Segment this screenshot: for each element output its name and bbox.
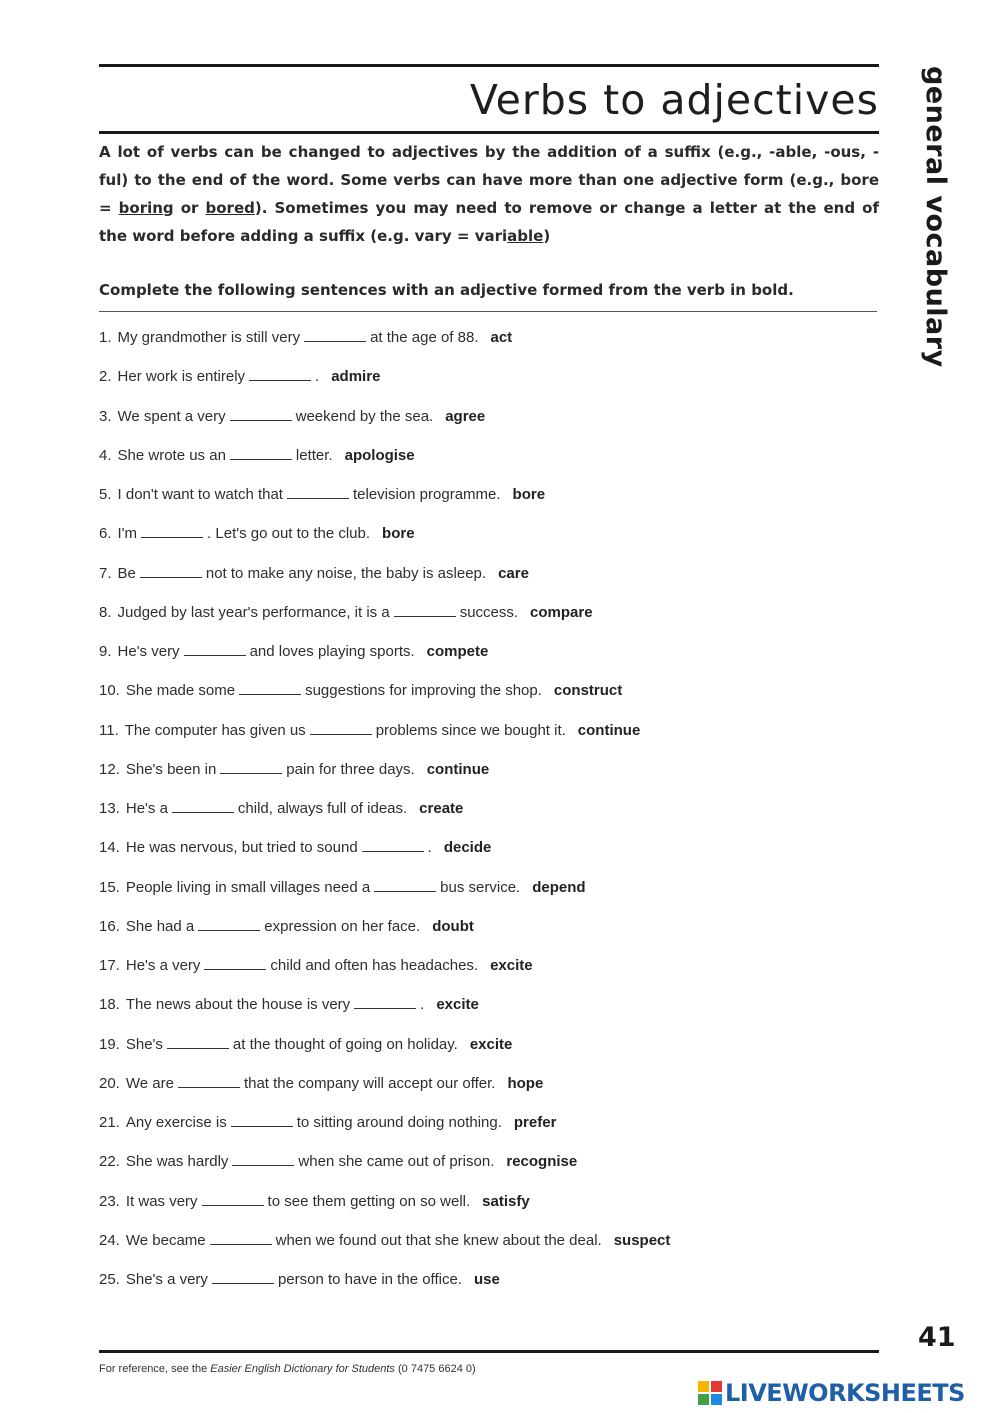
question-verb: suspect (613, 1231, 671, 1249)
question-text-after: child and often has headaches. (270, 957, 479, 974)
question-text-after: television programme. (352, 486, 501, 503)
liveworksheets-brand[interactable] (698, 1378, 965, 1408)
question-text-after: to sitting around doing nothing. (296, 1114, 502, 1131)
question-item (99, 759, 879, 798)
answer-blank[interactable] (212, 1269, 274, 1284)
title-rule (99, 131, 879, 134)
question-verb: act (490, 329, 513, 346)
question-verb: apologise (344, 446, 415, 464)
question-text-before: I don't want to watch that (117, 486, 283, 503)
answer-blank[interactable] (287, 484, 349, 499)
question-text-before: We became (125, 1231, 206, 1249)
question-text-after: . (427, 839, 432, 857)
question-item (99, 484, 879, 523)
answer-blank[interactable] (202, 1191, 264, 1206)
answer-blank[interactable] (198, 916, 260, 931)
top-rule (99, 64, 879, 67)
question-number: 7. (99, 564, 112, 582)
liveworksheets-wordmark: LIVEWORKSHEETS (725, 1379, 965, 1407)
footer-book-title: Easier English Dictionary for Students (210, 1363, 395, 1375)
question-item (99, 641, 879, 680)
question-verb: agree (445, 407, 486, 425)
question-number: 21. (99, 1114, 120, 1131)
question-number: 5. (99, 486, 112, 503)
question-item (99, 563, 879, 602)
question-text-after: success. (459, 603, 519, 621)
question-text-before: Her work is entirely (117, 368, 246, 386)
question-number: 16. (99, 917, 120, 935)
question-text-after: child, always full of ideas. (237, 800, 408, 817)
question-verb: prefer (513, 1114, 557, 1131)
question-text-before: He's a (125, 800, 168, 817)
side-label: general vocabulary (920, 66, 951, 368)
question-text-after: . (420, 996, 425, 1014)
question-number: 23. (99, 1192, 120, 1210)
answer-blank[interactable] (220, 759, 282, 774)
question-number: 6. (99, 525, 112, 543)
question-text-before: My grandmother is still very (117, 329, 301, 346)
question-text-after: suggestions for improving the shop. (305, 682, 542, 700)
question-text-before: We spent a very (117, 407, 226, 425)
page-number: 41 (918, 1322, 956, 1353)
question-text-before: We are (125, 1074, 174, 1092)
question-text-before: She was hardly (125, 1153, 229, 1171)
question-item (99, 327, 879, 366)
question-number: 2. (99, 368, 112, 386)
question-text-after: and loves playing sports. (249, 643, 415, 660)
intro-text-3: ) (543, 227, 551, 245)
question-number: 18. (99, 996, 120, 1014)
question-number: 22. (99, 1153, 120, 1171)
question-item (99, 1151, 879, 1190)
instruction-rule (99, 311, 877, 312)
answer-blank[interactable] (394, 602, 456, 617)
question-verb: use (473, 1271, 500, 1288)
question-text-before: She's (125, 1035, 163, 1053)
question-text-after: pain for three days. (286, 760, 415, 778)
question-item (99, 1034, 879, 1073)
question-text-after: . Let's go out to the club. (207, 525, 371, 543)
question-item (99, 877, 879, 916)
question-number: 19. (99, 1035, 120, 1053)
question-text-before: He was nervous, but tried to sound (125, 839, 358, 857)
answer-blank[interactable] (210, 1230, 272, 1245)
footer-isbn: (0 7475 6624 0) (394, 1363, 476, 1375)
question-item (99, 1269, 879, 1308)
question-item (99, 602, 879, 641)
question-text-before: It was very (125, 1192, 198, 1210)
question-text-before: She's a very (125, 1271, 208, 1288)
question-verb: continue (577, 721, 641, 739)
question-text-after: weekend by the sea. (295, 407, 434, 425)
intro-text-2: ). Sometimes you may need to remove or change a letter at the end of the word before adding a suffix (e.g. vary = vari (99, 199, 880, 245)
answer-blank[interactable] (239, 680, 301, 695)
question-item (99, 720, 879, 759)
question-number: 20. (99, 1074, 120, 1092)
question-item (99, 837, 879, 876)
question-verb: decide (443, 839, 492, 857)
question-item (99, 994, 879, 1033)
question-item (99, 798, 879, 837)
question-item (99, 916, 879, 955)
footer-reference (99, 1363, 476, 1375)
question-text-after: person to have in the office. (277, 1271, 462, 1288)
answer-blank[interactable] (230, 406, 292, 421)
intro-paragraph (99, 138, 879, 250)
question-number: 9. (99, 643, 112, 660)
question-item (99, 1073, 879, 1112)
intro-example-boring: boring (118, 199, 174, 217)
question-item (99, 955, 879, 994)
page-title: Verbs to adjectives (469, 76, 879, 124)
question-text-after: letter. (295, 446, 333, 464)
question-verb: excite (469, 1035, 513, 1053)
question-text-after: bus service. (440, 878, 521, 896)
intro-text-1: A lot of verbs can be changed to adjectives by the addition of a suffix (e.g., -able, -ous, -ful) to the end of the word. Some verbs can have more than one adjective form (e.g., bore = (99, 143, 879, 217)
question-text-after: at the thought of going on holiday. (232, 1035, 458, 1053)
question-item (99, 406, 879, 445)
question-text-before: Judged by last year's performance, it is a (117, 603, 390, 621)
answer-blank[interactable] (310, 720, 372, 735)
answer-blank[interactable] (184, 641, 246, 656)
answer-blank[interactable] (231, 1112, 293, 1127)
question-number: 15. (99, 878, 120, 896)
question-verb: care (498, 564, 529, 582)
question-verb: compare (530, 603, 593, 621)
question-text-before: Be (117, 564, 136, 582)
question-number: 1. (99, 329, 112, 346)
question-text-before: The news about the house is very (125, 996, 351, 1014)
question-number: 8. (99, 603, 112, 621)
question-verb: depend (532, 878, 586, 896)
question-text-after: when we found out that she knew about the deal. (275, 1231, 602, 1249)
question-text-before: She had a (125, 917, 195, 935)
question-text-before: People living in small villages need a (125, 878, 371, 896)
answer-blank[interactable] (362, 837, 424, 852)
question-verb: bore (382, 525, 415, 543)
question-verb: continue (426, 760, 490, 778)
question-item (99, 1112, 879, 1151)
question-text-after: . (315, 368, 320, 386)
question-item (99, 445, 879, 484)
answer-blank[interactable] (141, 523, 203, 538)
question-text-after: not to make any noise, the baby is asleep. (205, 564, 487, 582)
liveworksheets-logo-icon (698, 1381, 722, 1405)
question-item (99, 1230, 879, 1269)
answer-blank[interactable] (232, 1151, 294, 1166)
answer-blank[interactable] (167, 1034, 229, 1049)
instruction-text: Complete the following sentences with an adjective formed from the verb in bold. (99, 281, 794, 299)
question-text-before: Any exercise is (125, 1114, 227, 1131)
question-verb: recognise (506, 1153, 578, 1171)
question-number: 17. (99, 957, 120, 974)
question-verb: hope (507, 1074, 544, 1092)
answer-blank[interactable] (172, 798, 234, 813)
question-text-before: He's a very (125, 957, 201, 974)
question-text-after: expression on her face. (264, 917, 421, 935)
question-number: 11. (99, 721, 119, 739)
answer-blank[interactable] (204, 955, 266, 970)
question-text-before: She wrote us an (117, 446, 226, 464)
question-text-before: The computer has given us (124, 721, 306, 739)
question-verb: create (419, 800, 464, 817)
question-verb: construct (553, 682, 623, 700)
intro-text-or: or (173, 199, 206, 217)
question-list (99, 327, 879, 1308)
question-item (99, 523, 879, 562)
answer-blank[interactable] (230, 445, 292, 460)
question-text-after: that the company will accept our offer. (243, 1074, 496, 1092)
question-verb: doubt (432, 917, 474, 935)
answer-blank[interactable] (304, 327, 366, 342)
question-text-before: She made some (125, 682, 236, 700)
question-number: 13. (99, 800, 120, 817)
question-verb: satisfy (482, 1192, 530, 1210)
question-number: 25. (99, 1271, 120, 1288)
answer-blank[interactable] (249, 366, 311, 381)
question-item (99, 680, 879, 719)
answer-blank[interactable] (140, 563, 202, 578)
question-verb: excite (436, 996, 479, 1014)
question-verb: admire (331, 368, 381, 386)
question-number: 14. (99, 839, 120, 857)
question-text-after: problems since we bought it. (375, 721, 566, 739)
question-number: 24. (99, 1231, 120, 1249)
question-number: 10. (99, 682, 120, 700)
question-number: 3. (99, 407, 112, 425)
bottom-rule (99, 1350, 879, 1353)
question-text-before: She's been in (125, 760, 217, 778)
question-item (99, 366, 879, 405)
question-item (99, 1191, 879, 1230)
answer-blank[interactable] (354, 994, 416, 1009)
answer-blank[interactable] (178, 1073, 240, 1088)
answer-blank[interactable] (374, 877, 436, 892)
question-number: 12. (99, 760, 120, 778)
question-verb: compete (426, 643, 489, 660)
question-text-after: when she came out of prison. (298, 1153, 495, 1171)
question-verb: bore (512, 486, 546, 503)
question-text-after: to see them getting on so well. (267, 1192, 471, 1210)
question-number: 4. (99, 446, 112, 464)
question-text-before: He's very (117, 643, 180, 660)
footer-prefix: For reference, see the (99, 1363, 211, 1375)
intro-example-able: able (507, 227, 544, 245)
question-verb: excite (490, 957, 533, 974)
question-text-after: at the age of 88. (370, 329, 479, 346)
intro-example-bored: bored (205, 199, 255, 217)
question-text-before: I'm (117, 525, 138, 543)
